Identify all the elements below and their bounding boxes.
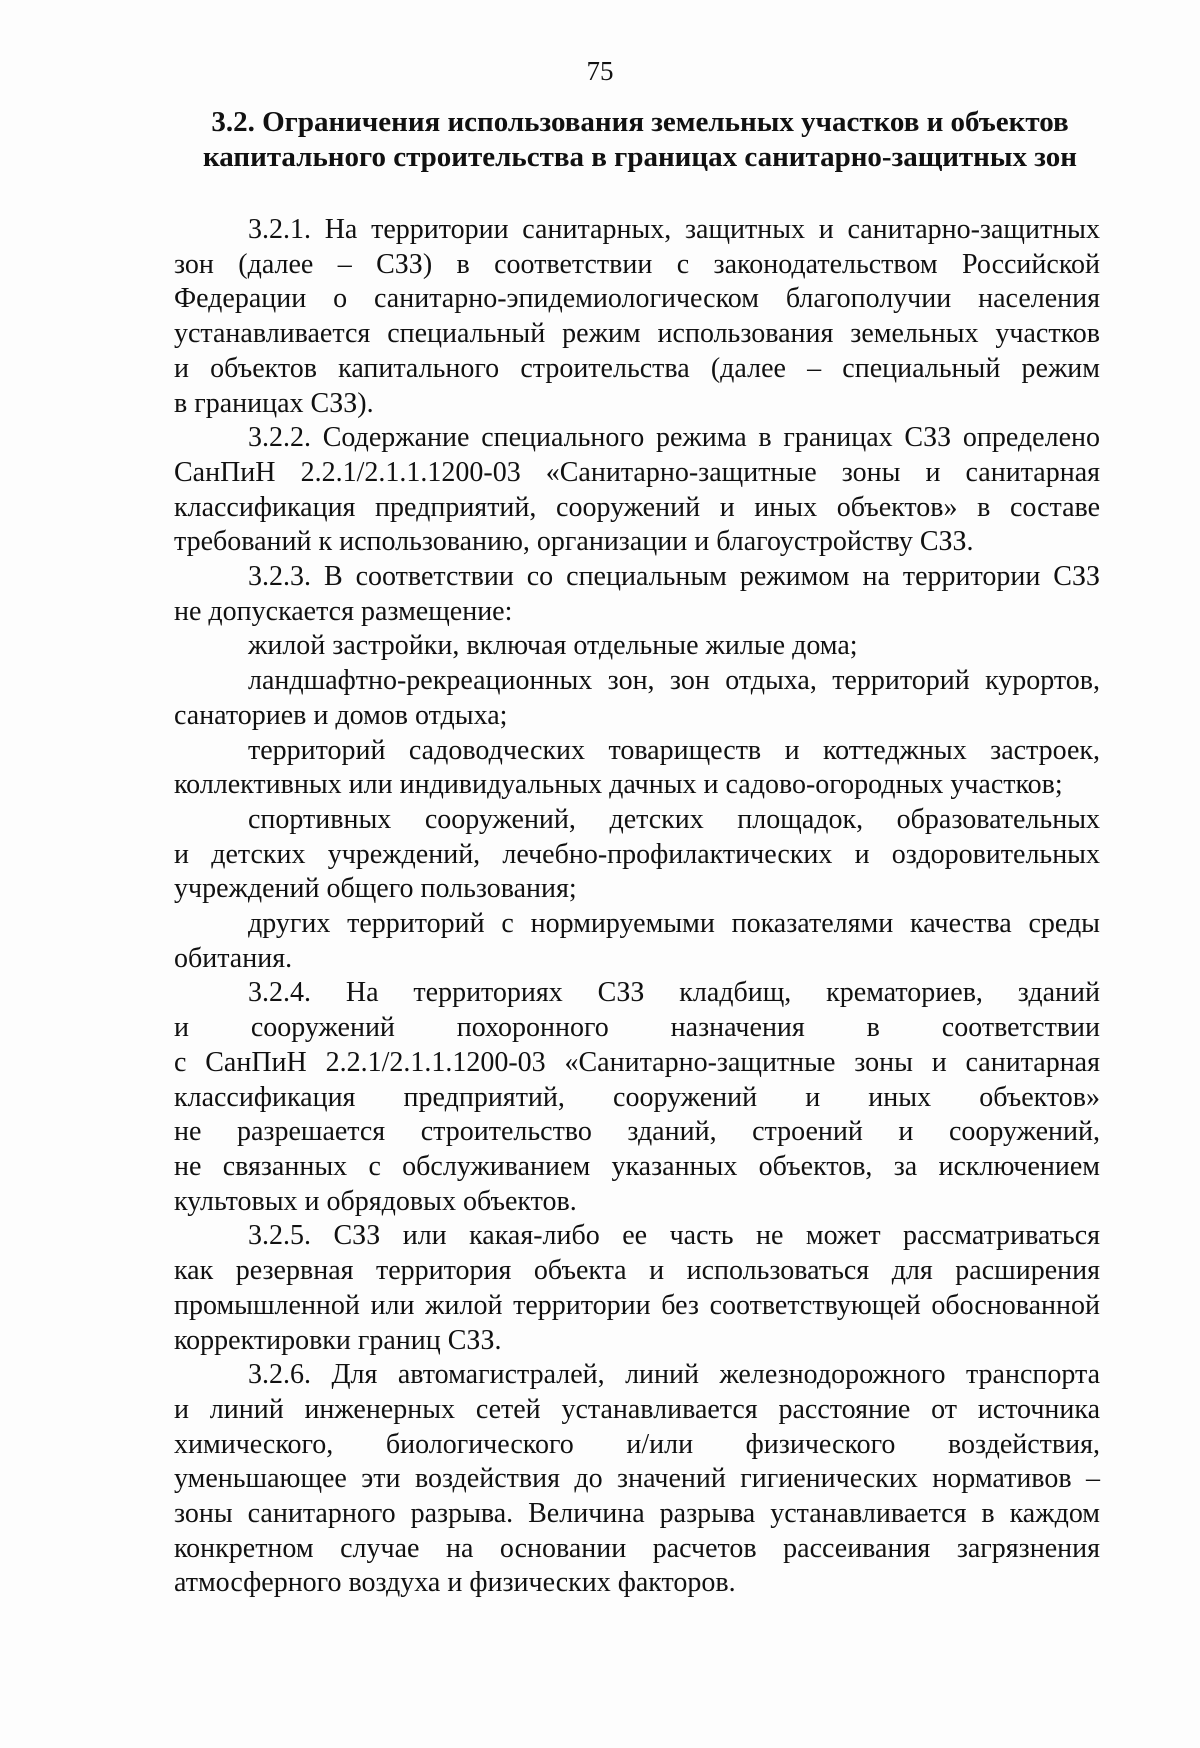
text-line: не разрешается строительство зданий, строений и сооружений, <box>174 1116 1100 1148</box>
text-line: 3.2.1. На территории санитарных, защитных и санитарно-защитных <box>248 214 1100 245</box>
paragraph <box>174 907 1100 976</box>
page-number: 75 <box>586 56 614 86</box>
heading-line: капитального строительства в границах санитарно-защитных зон <box>203 141 1077 173</box>
text-line: 3.2.3. В соответствии со специальным режимом на территории СЗЗ <box>248 561 1100 593</box>
paragraph <box>174 421 1100 560</box>
text-line: требований к использованию, организации и благоустройству СЗЗ. <box>174 526 974 558</box>
text-line: и линий инженерных сетей устанавливается расстояние от источника <box>174 1393 1100 1425</box>
text-line: Федерации о санитарно-эпидемиологическом благополучии населения <box>174 283 1100 315</box>
text-line: классификация предприятий, сооружений и иных объектов» в составе <box>174 491 1100 523</box>
text-line: промышленной или жилой территории без соответствующей обоснованной <box>174 1289 1100 1321</box>
text-line: других территорий с нормируемыми показателями качества среды <box>248 908 1100 940</box>
paragraph <box>174 629 1100 664</box>
text-line: коллективных или индивидуальных дачных и садово-огородных участков; <box>174 769 1063 801</box>
text-line: обитания. <box>174 942 293 974</box>
paragraph <box>174 664 1100 733</box>
text-line: химического, биологического и/или физического воздействия, <box>174 1428 1100 1460</box>
paragraph <box>174 976 1100 1219</box>
text-line: не допускается размещение: <box>174 595 513 627</box>
text-line: с СанПиН 2.2.1/2.1.1.1200-03 «Санитарно-защитные зоны и санитарная <box>174 1046 1100 1078</box>
text-line: устанавливается специальный режим использования земельных участков <box>174 318 1100 350</box>
text-line: не связанных с обслуживанием указанных объектов, за исключением <box>174 1150 1100 1182</box>
text-line: и сооружений похоронного назначения в соответствии <box>174 1012 1100 1044</box>
text-line: жилой застройки, включая отдельные жилые дома; <box>248 630 858 662</box>
text-line: атмосферного воздуха и физических факторов. <box>174 1567 736 1599</box>
text-line: ландшафтно-рекреационных зон, зон отдыха, территорий курортов, <box>248 665 1100 697</box>
text-line: территорий садоводческих товариществ и коттеджных застроек, <box>248 734 1100 766</box>
text-line: 3.2.5. СЗЗ или какая-либо ее часть не может рассматриваться <box>248 1220 1100 1252</box>
text-line: СанПиН 2.2.1/2.1.1.1200-03 «Санитарно-защитные зоны и санитарная <box>174 456 1100 488</box>
text-line: 3.2.4. На территориях СЗЗ кладбищ, крематориев, зданий <box>248 977 1100 1009</box>
text-line: в границах СЗЗ). <box>174 387 374 419</box>
document-body <box>174 213 1100 1601</box>
paragraph <box>174 1358 1100 1601</box>
text-line: 3.2.2. Содержание специального режима в границах СЗЗ определено <box>248 422 1100 454</box>
text-line: конкретном случае на основании расчетов рассеивания загрязнения <box>174 1532 1100 1564</box>
text-line: зон (далее – СЗЗ) в соответствии с законодательством Российской <box>174 248 1100 280</box>
text-line: корректировки границ СЗЗ. <box>174 1324 502 1356</box>
paragraph <box>174 213 1100 421</box>
paragraph <box>174 560 1100 629</box>
text-line: и объектов капитального строительства (далее – специальный режим <box>174 352 1100 384</box>
text-line: 3.2.6. Для автомагистралей, линий железнодорожного транспорта <box>248 1359 1100 1391</box>
text-line: и детских учреждений, лечебно-профилактических и оздоровительных <box>174 838 1100 870</box>
heading-line: 3.2. Ограничения использования земельных участков и объектов <box>211 106 1069 138</box>
paragraph <box>174 803 1100 907</box>
section-heading <box>190 105 1090 175</box>
text-line: санаториев и домов отдыха; <box>174 699 508 731</box>
text-line: как резервная территория объекта и использоваться для расширения <box>174 1255 1100 1287</box>
text-line: классификация предприятий, сооружений и иных объектов» <box>174 1081 1100 1113</box>
text-line: культовых и обрядовых объектов. <box>174 1185 577 1217</box>
text-line: учреждений общего пользования; <box>174 873 577 905</box>
paragraph <box>174 734 1100 803</box>
text-line: уменьшающее эти воздействия до значений гигиенических нормативов – <box>174 1463 1100 1495</box>
text-line: спортивных сооружений, детских площадок, образовательных <box>248 803 1100 835</box>
text-line: зоны санитарного разрыва. Величина разрыва устанавливается в каждом <box>174 1498 1100 1530</box>
paragraph <box>174 1219 1100 1358</box>
